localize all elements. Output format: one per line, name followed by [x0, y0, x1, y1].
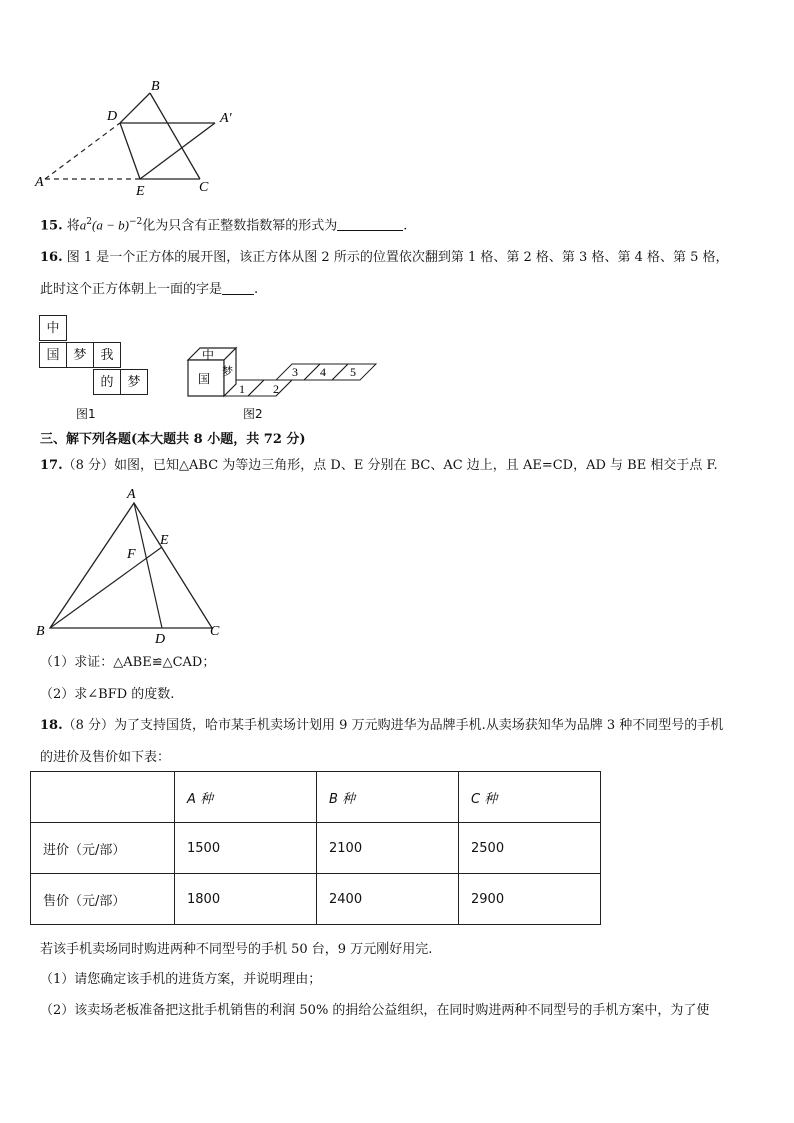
q17-text: （8 分）如图，已知△ABC 为等边三角形，点 D、E 分别在 BC、AC 边上，且 AE=CD，AD 与 BE 相交于点 F. [62, 458, 718, 473]
q17-sub1: （1）求证：△ABE≌△CAD； [40, 655, 216, 670]
net-cell: 梦 [120, 369, 148, 395]
q14-figure [30, 75, 250, 200]
question-16-line2 [40, 280, 258, 300]
table-header-row [31, 772, 601, 823]
q17-sub2: （2）求∠BFD 的度数. [40, 687, 175, 702]
table-header-cell: C 种 [459, 772, 601, 823]
label-a: A [127, 487, 136, 502]
cube-top-char: 中 [202, 348, 215, 362]
q16-text1: 图 1 是一个正方体的展开图，该正方体从图 2 所示的位置依次翻到第 1 格、第 2 格、第 3 格、第 4 格、第 5 格， [66, 250, 729, 265]
table-row [31, 823, 601, 874]
question-16-line1 [40, 248, 729, 268]
triangle-abc [50, 503, 212, 628]
cell-num-3: 3 [292, 365, 298, 379]
table-header-cell: B 种 [317, 772, 459, 823]
table-row-label: 售价（元/部） [31, 874, 175, 925]
label-f: F [127, 547, 136, 562]
cube-path-figure [180, 340, 385, 402]
seg-de [120, 123, 140, 179]
q18-text1: （8 分）为了支持国货，哈市某手机卖场计划用 9 万元购进华为品牌手机.从卖场获知华为品牌 3 种不同型号的手机 [62, 718, 724, 733]
table-cell: 2100 [317, 823, 459, 874]
q15-exp: −2 [128, 217, 143, 227]
table-cell: 1500 [175, 823, 317, 874]
q16-end: . [254, 282, 259, 297]
q18-after-table: 若该手机卖场同时购进两种不同型号的手机 50 台，9 万元刚好用完. [40, 942, 433, 957]
table-row [31, 874, 601, 925]
fig1-caption: 图1 [76, 407, 96, 421]
q15-pre: 将 [66, 218, 80, 234]
q17-figure [30, 483, 230, 648]
question-18-line2: 的进价及售价如下表： [40, 750, 171, 765]
table-cell: 2900 [459, 874, 601, 925]
q15-answer-blank[interactable] [337, 216, 403, 231]
table-cell: 1800 [175, 874, 317, 925]
net-cell: 中 [39, 315, 67, 341]
net-cell: 的 [93, 369, 121, 395]
question-18-line1 [40, 716, 723, 736]
q18-sub1: （1）请您确定该手机的进货方案，并说明理由； [40, 972, 322, 987]
label-b: B [151, 79, 160, 94]
seg-ad [134, 503, 162, 628]
net-cell: 国 [39, 342, 67, 368]
table-cell: 2400 [317, 874, 459, 925]
q16-answer-blank[interactable] [222, 280, 254, 295]
path-cell-4 [304, 364, 348, 380]
cell-num-5: 5 [350, 365, 356, 379]
section-3-heading: 三、解下列各题(本大题共 8 小题，共 72 分) [40, 432, 306, 447]
table-cell: 2500 [459, 823, 601, 874]
question-17 [40, 456, 718, 476]
label-e: E [160, 533, 169, 548]
q15-end: . [403, 218, 408, 234]
label-c: C [199, 180, 209, 195]
cube-front-char: 国 [198, 372, 211, 386]
table-header-cell: A 种 [175, 772, 317, 823]
dashed-ad [45, 123, 120, 179]
label-e: E [136, 184, 145, 199]
label-c: C [210, 624, 220, 639]
seg-be [50, 547, 162, 628]
label-a: A [35, 175, 44, 190]
q17-number: 17. [40, 458, 63, 473]
cell-num-4: 4 [320, 365, 326, 379]
path-cell-3 [276, 364, 320, 380]
price-table [30, 771, 601, 925]
q15-post: 化为只含有正整数指数幂的形式为 [142, 218, 338, 234]
q15-a-exp: 2 [86, 217, 93, 227]
net-cell: 梦 [66, 342, 94, 368]
question-15 [40, 212, 407, 236]
q18-sub2: （2）该卖场老板准备把这批手机销售的利润 50% 的捐给公益组织，在同时购进两种不同型号的手机方案中，为了使 [40, 1003, 710, 1018]
q16-text2: 此时这个正方体朝上一面的字是 [40, 282, 223, 297]
seg-db [120, 93, 150, 123]
q15-a: a [79, 217, 87, 233]
label-d: D [107, 109, 118, 124]
path-cell-2 [248, 380, 292, 396]
label-d: D [155, 632, 166, 647]
seg-ea [140, 123, 215, 179]
fig2-caption: 图2 [243, 407, 263, 421]
q15-number: 15. [40, 218, 63, 234]
q18-number: 18. [40, 718, 63, 733]
cell-num-2: 2 [273, 382, 279, 396]
q16-number: 16. [40, 250, 63, 265]
label-b: B [36, 624, 45, 639]
cell-num-1: 1 [239, 382, 245, 396]
table-row-label: 进价（元/部） [31, 823, 175, 874]
table-header-cell [31, 772, 175, 823]
label-a-prime: A' [220, 111, 232, 126]
q15-paren: (a − b) [92, 217, 129, 233]
cube-side-char: 梦 [222, 366, 233, 378]
net-cell: 我 [93, 342, 121, 368]
